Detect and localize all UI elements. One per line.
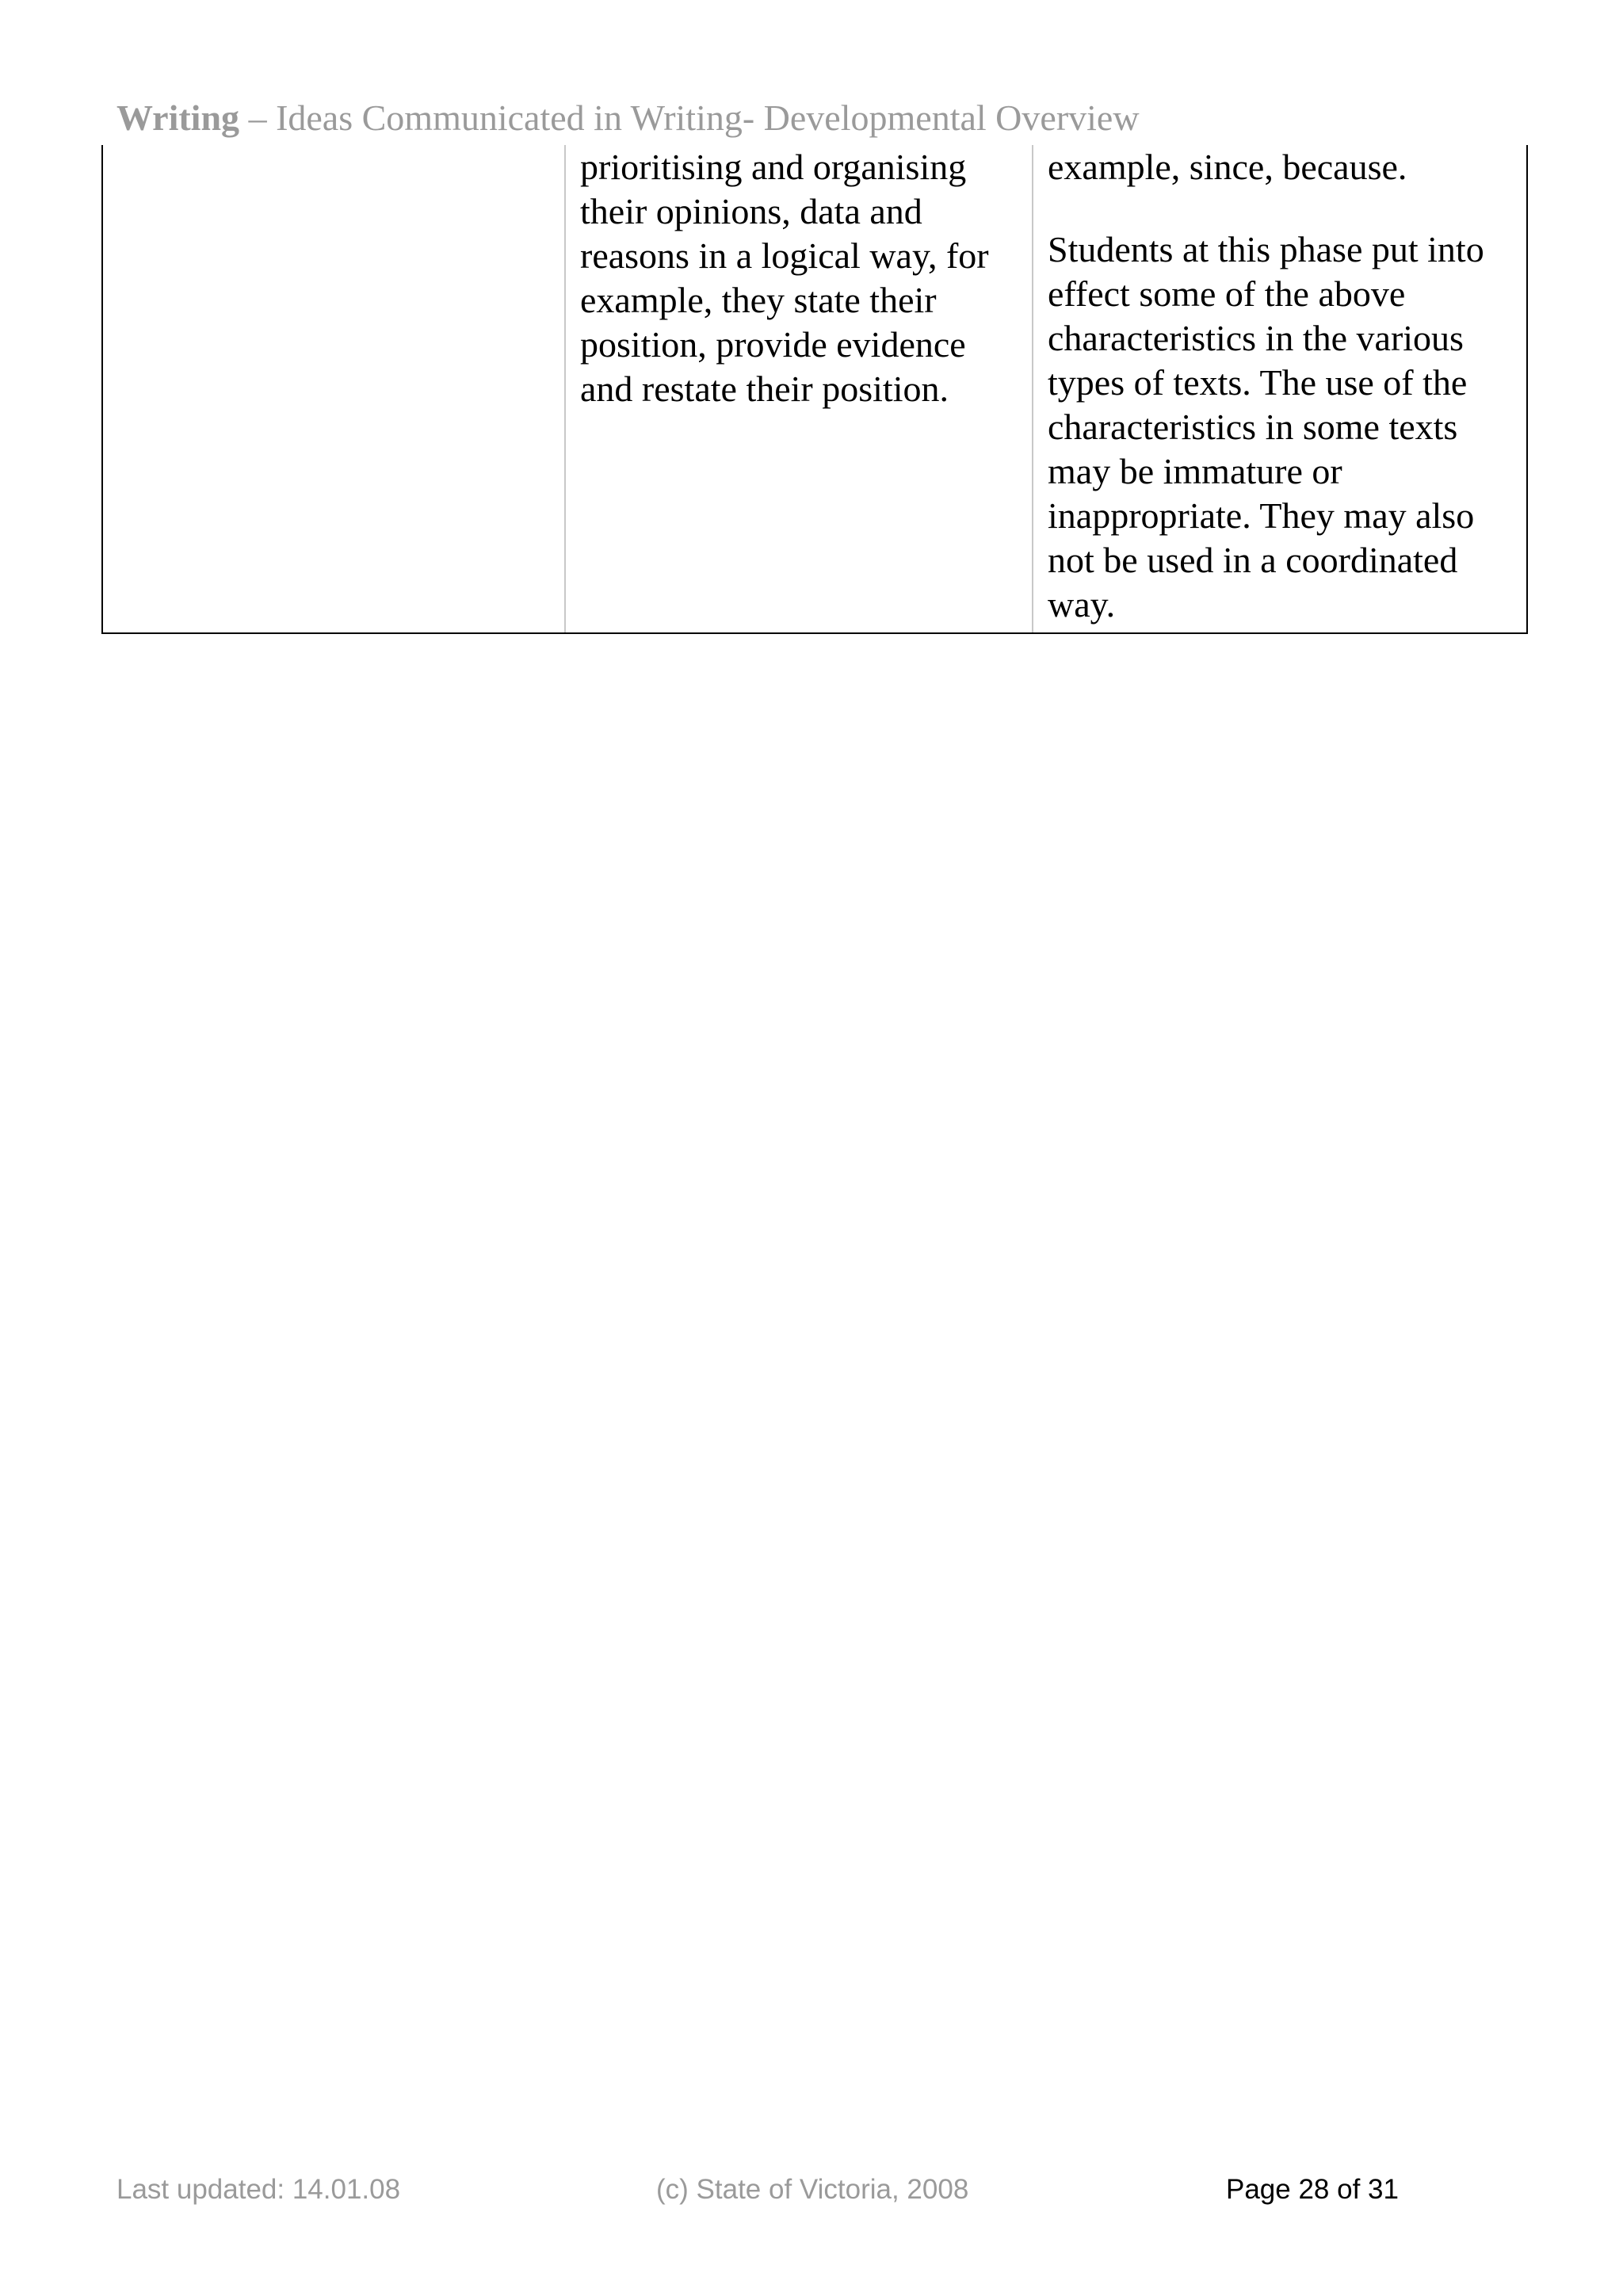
page-header: [116, 97, 1140, 138]
table-cell-phase: [102, 145, 565, 633]
cell-text: prioritising and organising their opinions, data and reasons in a logical way, for example, they state their position, provide evidence and restate their position.: [580, 147, 989, 409]
header-subject: Writing: [116, 97, 240, 138]
table-cell-description: [565, 145, 1033, 633]
footer-last-updated: Last updated: 14.01.08: [116, 2174, 401, 2205]
footer-page-number: Page 28 of 31: [1226, 2174, 1399, 2205]
header-title: – Ideas Communicated in Writing- Developmental Overview: [239, 97, 1140, 138]
cell-text-summary: Students at this phase put into effect some of the above characteristics in the various types of texts. The use of the characteristics in some texts may be immature or inappropriate. They may also not be used in a coordinated way.: [1048, 229, 1484, 625]
cell-text-continuation: example, since, because.: [1048, 147, 1407, 187]
table-row: [102, 145, 1527, 633]
footer-copyright: (c) State of Victoria, 2008: [656, 2174, 969, 2205]
developmental-overview-table: [101, 145, 1528, 634]
table-cell-characteristics: [1033, 145, 1527, 633]
